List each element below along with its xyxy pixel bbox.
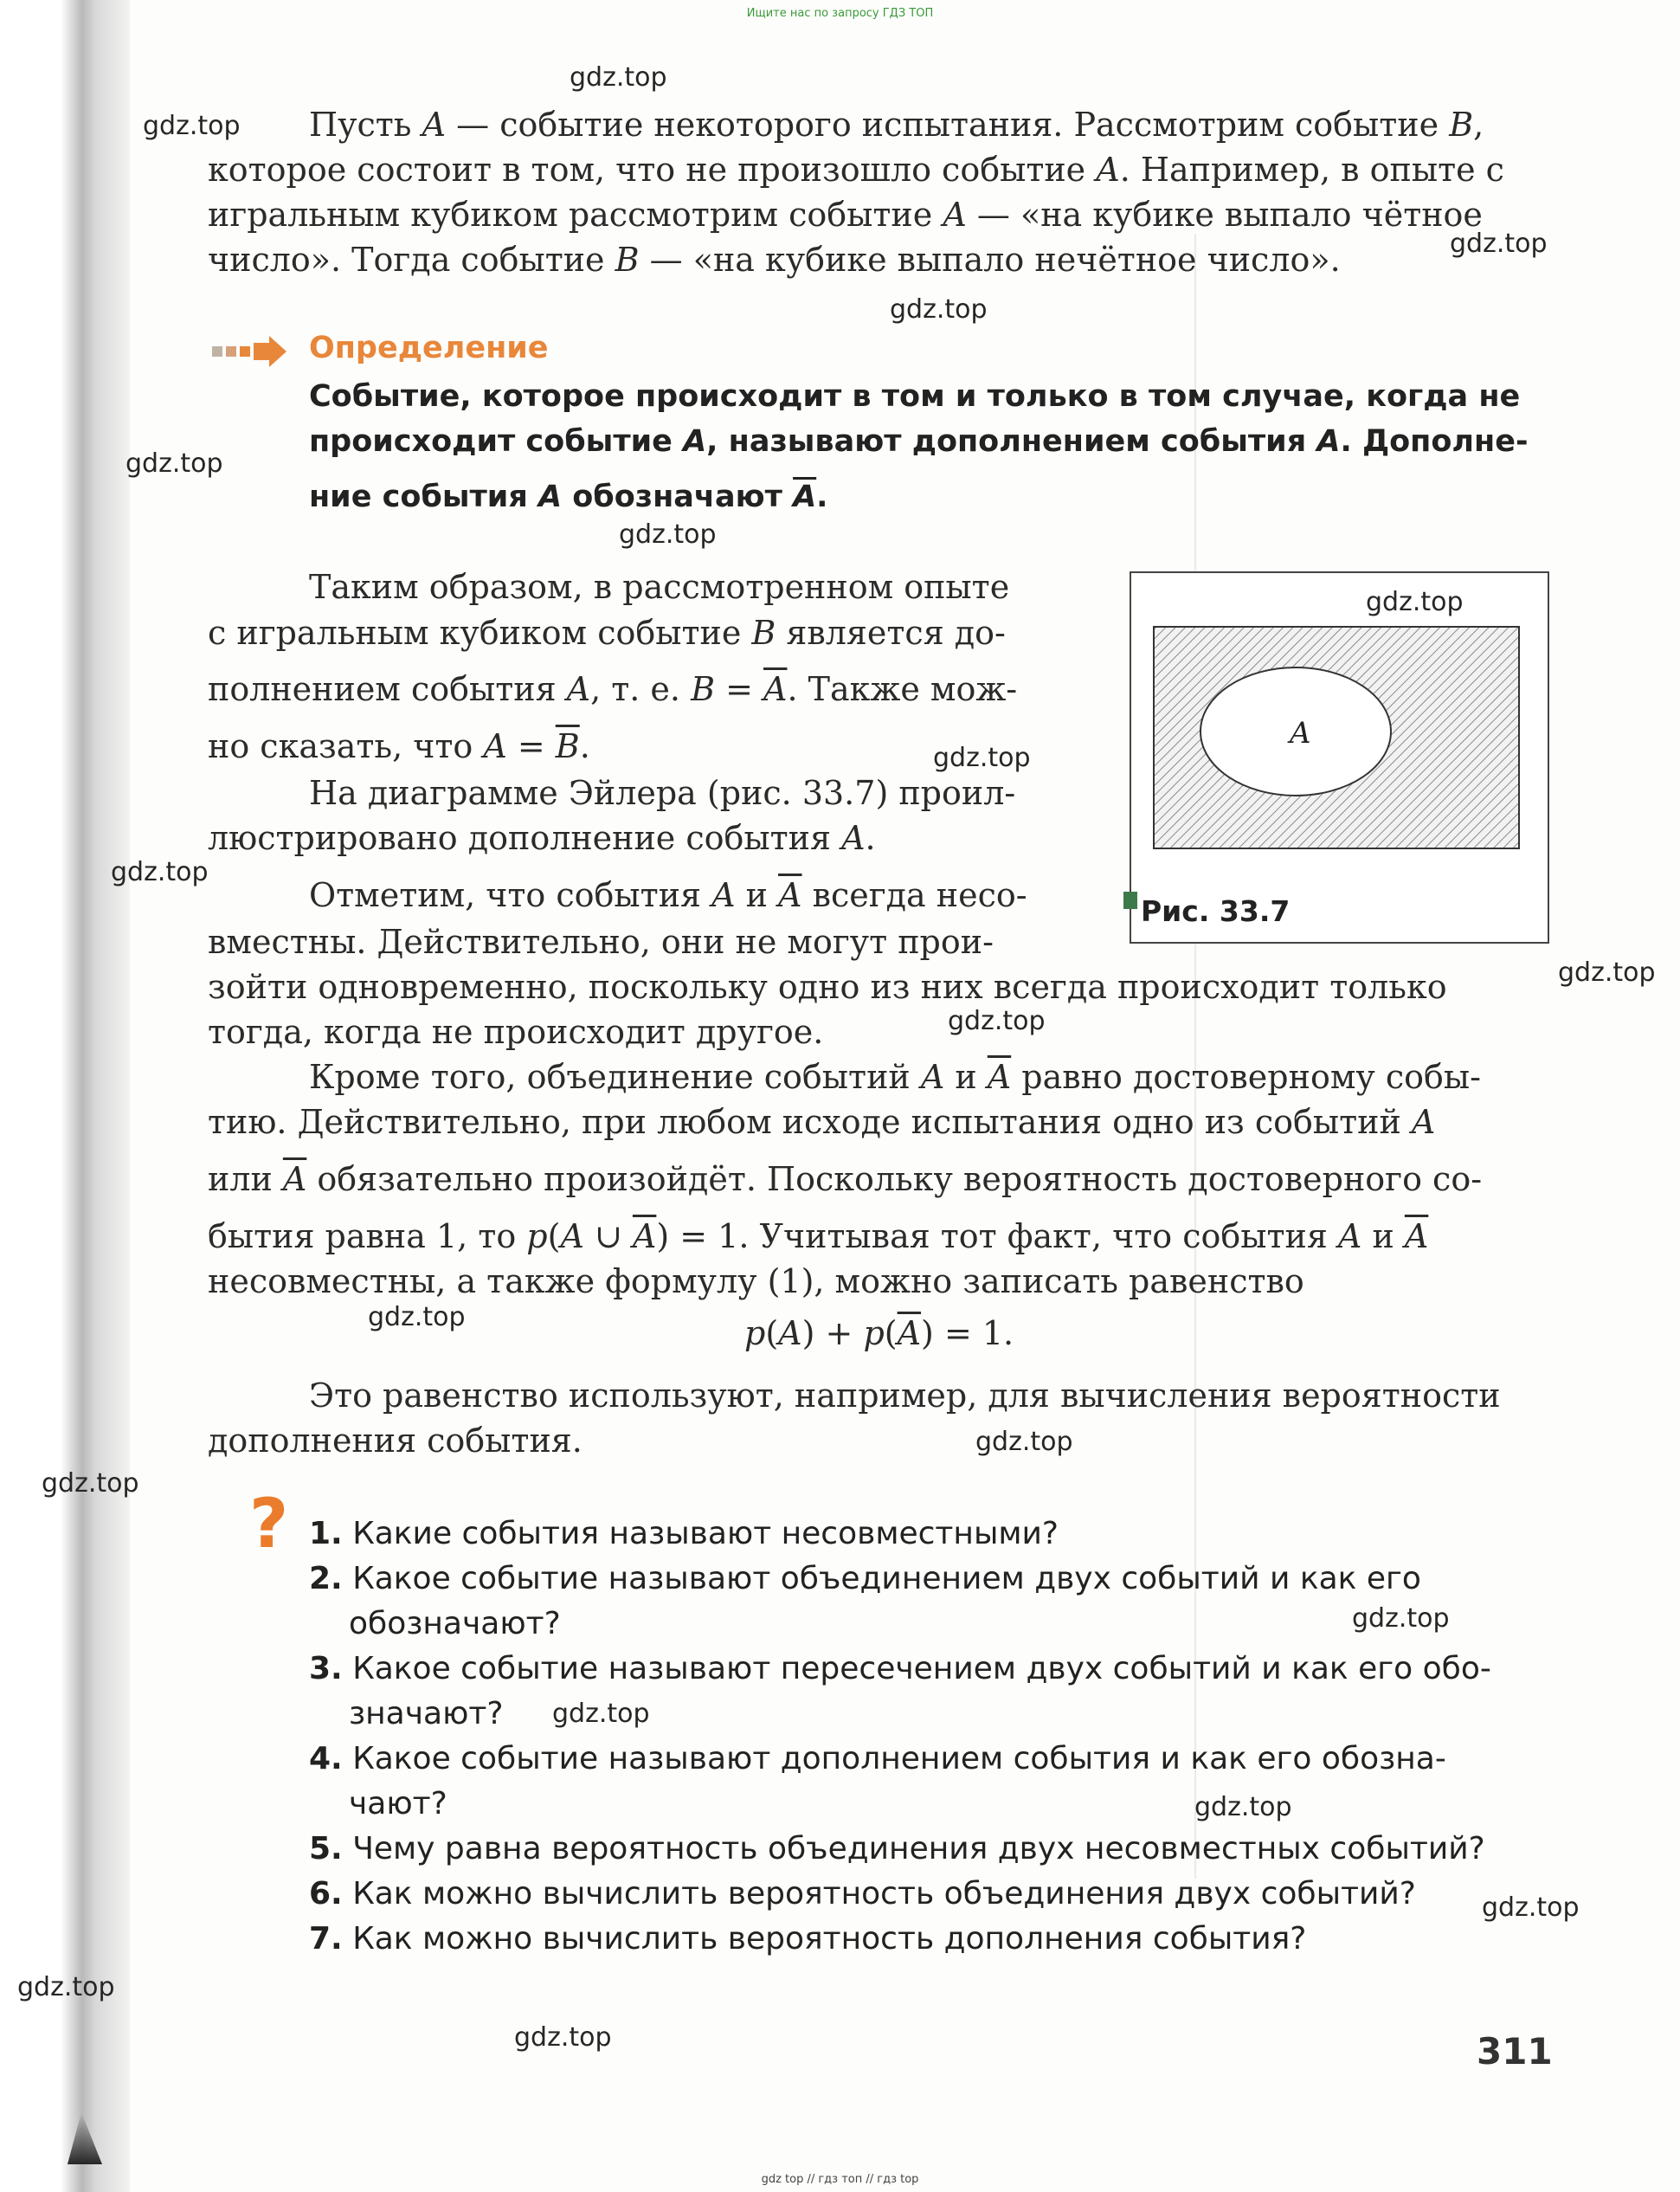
- body-line-14: бытия равна 1, то p(A ∪ $\overline{A}) = 1$. Учитывая тот факт, что события A и $\overline{A}$: [208, 1217, 1429, 1255]
- page-number: 311: [1477, 2030, 1553, 2073]
- body-line-7: Отметим, что события A и $\overline{A}$ всегда несо-: [309, 876, 1027, 914]
- closing-line-2: дополнения события.: [208, 1422, 583, 1460]
- body-line-8: вместны. Действительно, они не могут прои-: [208, 923, 994, 961]
- question-4-cont: чают?: [349, 1786, 447, 1821]
- body-line-11: Кроме того, объединение событий A и $\overline{A}$ равно достоверному собы-: [309, 1058, 1481, 1096]
- footer-note: gdz top // гдз топ // гдз top: [761, 2173, 919, 2186]
- definition-arrow-icon: [212, 334, 288, 369]
- watermark: gdz.top: [619, 519, 717, 550]
- watermark: gdz.top: [1450, 229, 1548, 259]
- definition-heading: Определение: [309, 331, 549, 365]
- watermark: gdz.top: [143, 111, 241, 141]
- closing-line-1: Это равенство используют, например, для вычисления вероятности: [309, 1376, 1501, 1415]
- body-line-3: полнением события A, т. е. $B = \overline{A}$. Также мож-: [208, 670, 1018, 708]
- figure-caption: Рис. 33.7: [1141, 894, 1291, 928]
- watermark: gdz.top: [1482, 1892, 1580, 1923]
- euler-diagram: [1131, 573, 1551, 945]
- watermark: gdz.top: [1366, 587, 1464, 617]
- intro-line-1: Пусть A — событие некоторого испытания. Рассмотрим событие B,: [309, 106, 1484, 144]
- body-line-9: зойти одновременно, поскольку одно из них всегда происходит только: [208, 968, 1447, 1006]
- question-1: 1. Какие события называют несовместными?: [309, 1516, 1059, 1551]
- body-line-13: или $\overline{A}$ обязательно произойдёт. Поскольку вероятность достоверного со-: [208, 1160, 1483, 1198]
- watermark: gdz.top: [126, 448, 223, 479]
- body-line-2: с игральным кубиком событие B является до-: [208, 614, 1006, 652]
- definition-line-2: происходит событие A, называют дополнением события A. Дополне-: [309, 424, 1529, 459]
- watermark: gdz.top: [1558, 957, 1656, 988]
- intro-line-2: которое состоит в том, что не произошло событие A. Например, в опыте с: [208, 151, 1504, 189]
- set-a-label: A: [1290, 716, 1311, 751]
- watermark: gdz.top: [975, 1427, 1073, 1457]
- body-line-1: Таким образом, в рассмотренном опыте: [309, 568, 1010, 606]
- watermark: gdz.top: [111, 857, 209, 887]
- body-line-5: На диаграмме Эйлера (рис. 33.7) проил-: [309, 774, 1016, 812]
- watermark: gdz.top: [1352, 1603, 1450, 1634]
- definition-line-3: ние события A обозначают $\overline{A}$.: [309, 480, 828, 514]
- caption-mark-icon: [1123, 892, 1137, 909]
- intro-line-3: игральным кубиком рассмотрим событие A — «на кубике выпало чётное: [208, 196, 1483, 234]
- definition-line-1: Событие, которое происходит в том и только в том случае, когда не: [309, 379, 1521, 414]
- watermark: gdz.top: [948, 1006, 1046, 1036]
- question-6: 6. Как можно вычислить вероятность объединения двух событий?: [309, 1876, 1416, 1912]
- header-note: Ищите нас по запросу ГДЗ ТОП: [746, 7, 934, 20]
- watermark: gdz.top: [552, 1699, 650, 1729]
- body-line-6: люстрировано дополнение события A.: [208, 819, 876, 857]
- body-line-12: тию. Действительно, при любом исходе испытания одно из событий A: [208, 1103, 1436, 1141]
- question-2-cont: обозначают?: [349, 1606, 561, 1641]
- question-5: 5. Чему равна вероятность объединения двух несовместных событий?: [309, 1831, 1485, 1866]
- watermark: gdz.top: [17, 1972, 115, 2002]
- book-spine-shadow: [0, 0, 130, 2192]
- watermark: gdz.top: [42, 1468, 139, 1499]
- question-4: 4. Какое событие называют дополнением события и как его обозна-: [309, 1741, 1446, 1776]
- body-line-15: несовместны, а также формулу (1), можно записать равенство: [208, 1262, 1304, 1300]
- watermark: gdz.top: [368, 1302, 466, 1332]
- intro-line-4: число». Тогда событие B — «на кубике выпало нечётное число».: [208, 241, 1341, 279]
- watermark: gdz.top: [514, 2022, 612, 2053]
- watermark: gdz.top: [570, 62, 667, 93]
- watermark: gdz.top: [933, 743, 1031, 773]
- body-line-10: тогда, когда не происходит другое.: [208, 1013, 824, 1051]
- question-3-cont: значают?: [349, 1696, 504, 1731]
- formula: $p(A) + p(\overline{A}) = 1$.: [744, 1314, 1014, 1352]
- question-2: 2. Какое событие называют объединением двух событий и как его: [309, 1561, 1421, 1596]
- watermark: gdz.top: [890, 294, 988, 325]
- euler-diagram-figure: [1130, 571, 1549, 944]
- question-7: 7. Как можно вычислить вероятность дополнения события?: [309, 1921, 1307, 1957]
- question-3: 3. Какое событие называют пересечением двух событий и как его обо-: [309, 1651, 1491, 1686]
- watermark: gdz.top: [1194, 1792, 1292, 1822]
- body-line-4: но сказать, что $A = \overline{B}$.: [208, 727, 590, 765]
- question-mark-icon: ?: [249, 1486, 289, 1563]
